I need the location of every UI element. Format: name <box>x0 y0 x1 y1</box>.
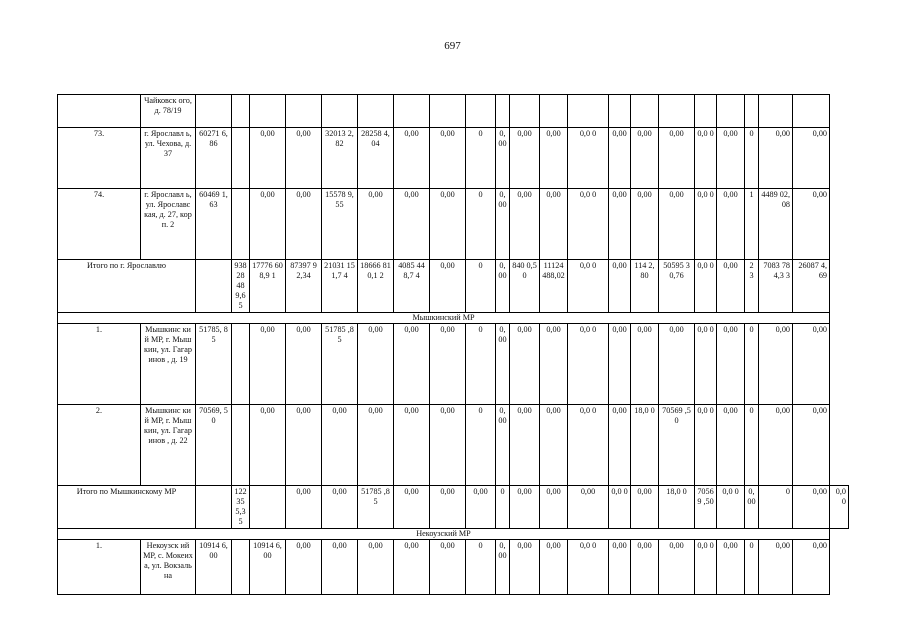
value-cell: 15578 9,55 <box>322 189 358 260</box>
value-cell: 0,00 <box>659 540 695 595</box>
value-cell: 4085 448,7 4 <box>394 260 430 313</box>
value-cell: 0,00 <box>358 540 394 595</box>
value-cell: 0,0 0 <box>568 540 609 595</box>
value-cell: 0 <box>745 540 759 595</box>
value-cell: 0,00 <box>250 128 286 189</box>
value-cell: 1 <box>745 189 759 260</box>
section-row <box>58 529 849 540</box>
address-cell: Некоузск ий МР, с. Мокеиха, ул. Вокзальна <box>141 540 196 595</box>
value-cell: 0,00 <box>717 128 745 189</box>
value-cell: 0,00 <box>759 540 793 595</box>
value-cell: 0,00 <box>286 486 322 529</box>
value-cell: 0,0 0 <box>695 405 717 486</box>
total-row <box>58 486 849 529</box>
value-cell: 0,00 <box>322 405 358 486</box>
value-cell: 0 <box>745 128 759 189</box>
value-cell: 0 <box>745 324 759 405</box>
value-cell: 21031 151,7 4 <box>322 260 358 313</box>
value-cell: 0,0 0 <box>568 324 609 405</box>
value-cell: 0,0 0 <box>568 128 609 189</box>
value-cell <box>232 324 250 405</box>
value-cell: 93828 489,65 <box>232 260 250 313</box>
value-cell: 0,00 <box>540 128 568 189</box>
value-cell: 0,00 <box>250 405 286 486</box>
value-cell: 0,00 <box>430 128 466 189</box>
value-cell: 0,00 <box>358 324 394 405</box>
value-cell: 0,00 <box>430 405 466 486</box>
value-cell: 0,00 <box>394 540 430 595</box>
value-cell: 51785 ,85 <box>358 486 394 529</box>
section-row <box>58 313 849 324</box>
value-cell: 0 <box>466 260 496 313</box>
value-cell: 0,00 <box>286 189 322 260</box>
value-cell: 0,00 <box>793 189 830 260</box>
value-cell: 0,00 <box>631 486 659 529</box>
total-label: Итого по г. Ярославлю <box>58 260 196 313</box>
value-cell: 0,00 <box>540 486 568 529</box>
value-cell: 0,00 <box>250 189 286 260</box>
value-cell: 12235 5,35 <box>232 486 250 529</box>
value-cell: 18,0 0 <box>631 405 659 486</box>
value-cell: 28258 4,04 <box>358 128 394 189</box>
row-number: 2. <box>58 405 141 486</box>
value-cell <box>232 128 250 189</box>
value-cell: 18666 810,1 2 <box>358 260 394 313</box>
value-cell: 0,00 <box>394 405 430 486</box>
value-cell: 0,00 <box>510 540 540 595</box>
row-number: 1. <box>58 540 141 595</box>
value-cell: 0,00 <box>496 405 510 486</box>
value-cell: 0,00 <box>430 189 466 260</box>
table-row <box>58 189 849 260</box>
value-cell: 70569 ,50 <box>695 486 717 529</box>
value-cell: 0,00 <box>759 128 793 189</box>
value-cell: 0,00 <box>250 324 286 405</box>
value-cell: 0,0 0 <box>695 189 717 260</box>
value-cell: 0,0 0 <box>568 189 609 260</box>
value-cell: 0,00 <box>759 405 793 486</box>
value-cell: 0,00 <box>358 189 394 260</box>
value-cell: 0,00 <box>286 324 322 405</box>
value-cell: 0,00 <box>430 486 466 529</box>
address-cell: Мышкинс кий МР, г. Мышкин, ул. Гагаринов , д. 19 <box>141 324 196 405</box>
value-cell: 0,00 <box>609 324 631 405</box>
page-number: 697 <box>444 40 461 52</box>
address-cell: г. Ярославл ь, ул. Ярославс кая, д. 27, корп. 2 <box>141 189 196 260</box>
value-cell: 0,0 0 <box>695 324 717 405</box>
value-cell: 0,00 <box>540 189 568 260</box>
value-cell: 0,00 <box>430 540 466 595</box>
value-cell: 0,00 <box>717 324 745 405</box>
value-cell: 0 <box>466 540 496 595</box>
value-cell: 0,00 <box>609 189 631 260</box>
value-cell: 0,00 <box>759 324 793 405</box>
value-cell: 70569, 50 <box>196 405 232 486</box>
value-cell: 840 0,50 <box>510 260 540 313</box>
value-cell: 0 <box>466 128 496 189</box>
value-cell: 60469 1,63 <box>196 189 232 260</box>
value-cell: 0,00 <box>540 405 568 486</box>
table-row <box>58 324 849 405</box>
total-row <box>58 260 849 313</box>
value-cell: 0,00 <box>717 540 745 595</box>
value-cell: 0,00 <box>510 486 540 529</box>
value-cell: 4489 02,08 <box>759 189 793 260</box>
value-cell: 0,00 <box>430 260 466 313</box>
value-cell: 60271 6,86 <box>196 128 232 189</box>
value-cell: 0,0 0 <box>568 405 609 486</box>
value-cell: 0,00 <box>496 189 510 260</box>
value-cell: 0,00 <box>631 128 659 189</box>
value-cell: 0,00 <box>394 324 430 405</box>
value-cell: 0,00 <box>510 324 540 405</box>
value-cell: 0,00 <box>793 486 830 529</box>
section-header: Некоузский МР <box>58 529 830 540</box>
table-row <box>58 405 849 486</box>
value-cell: 0,00 <box>793 324 830 405</box>
value-cell: 0,00 <box>322 486 358 529</box>
value-cell: 0,00 <box>286 128 322 189</box>
value-cell: 0,0 0 <box>695 260 717 313</box>
table-row <box>58 540 849 595</box>
value-cell: 2 3 <box>745 260 759 313</box>
section-header: Мышкинский МР <box>58 313 830 324</box>
value-cell <box>232 540 250 595</box>
value-cell: 0,00 <box>830 486 849 529</box>
value-cell: 0 <box>759 486 793 529</box>
value-cell: 0,00 <box>793 540 830 595</box>
value-cell: 0 <box>466 405 496 486</box>
value-cell: 0,00 <box>394 486 430 529</box>
value-cell: 0,0 0 <box>717 486 745 529</box>
value-cell: 0,00 <box>717 189 745 260</box>
value-cell: 51785 ,85 <box>322 324 358 405</box>
value-cell: 0,00 <box>631 189 659 260</box>
value-cell: 0,00 <box>631 324 659 405</box>
value-cell: 0,00 <box>510 128 540 189</box>
value-cell: 17776 608,9 1 <box>250 260 286 313</box>
value-cell: 32013 2,82 <box>322 128 358 189</box>
value-cell: 0 <box>466 189 496 260</box>
value-cell: 0,00 <box>631 540 659 595</box>
value-cell: 87397 92,34 <box>286 260 322 313</box>
value-cell: 0,00 <box>394 189 430 260</box>
value-cell <box>232 405 250 486</box>
value-cell: 0,0 0 <box>568 260 609 313</box>
value-cell: 18,0 0 <box>659 486 695 529</box>
value-cell: 0,0 0 <box>695 128 717 189</box>
value-cell: 0,00 <box>322 540 358 595</box>
value-cell: 0,00 <box>609 260 631 313</box>
value-cell: 51785, 85 <box>196 324 232 405</box>
value-cell: 0,0 0 <box>609 486 631 529</box>
address-cell: г. Ярославл ь, ул. Чехова, д. 37 <box>141 128 196 189</box>
value-cell: 0,00 <box>394 128 430 189</box>
value-cell: 0,00 <box>358 405 394 486</box>
value-cell: 0,00 <box>717 260 745 313</box>
value-cell: 0,00 <box>496 128 510 189</box>
value-cell: 0 <box>466 324 496 405</box>
table-row <box>58 128 849 189</box>
value-cell: 0,00 <box>430 324 466 405</box>
value-cell: 0,00 <box>568 486 609 529</box>
value-cell: 0,00 <box>286 405 322 486</box>
value-cell: 11124 488,02 <box>540 260 568 313</box>
value-cell: 10914 6,00 <box>250 540 286 595</box>
value-cell: 10914 6,00 <box>196 540 232 595</box>
value-cell: 70569 ,50 <box>659 405 695 486</box>
value-cell: 0,00 <box>540 324 568 405</box>
value-cell: 0,00 <box>609 540 631 595</box>
value-cell: 0 <box>745 405 759 486</box>
value-cell <box>232 189 250 260</box>
value-cell: 0,00 <box>510 189 540 260</box>
value-cell <box>250 486 286 529</box>
address-cell: Мышкинс кий МР, г. Мышкин, ул. Гагаринов , д. 22 <box>141 405 196 486</box>
value-cell: 0,00 <box>659 189 695 260</box>
value-cell: 0,00 <box>793 128 830 189</box>
value-cell: 0,00 <box>609 128 631 189</box>
value-cell: 0,00 <box>496 260 510 313</box>
value-cell: 0,00 <box>659 128 695 189</box>
value-cell: 0,00 <box>286 540 322 595</box>
total-label: Итого по Мышкинскому МР <box>58 486 196 529</box>
value-cell: 0,0 0 <box>695 540 717 595</box>
value-cell: 7083 784,3 3 <box>759 260 793 313</box>
value-cell: 0,00 <box>745 486 759 529</box>
value-cell: 0,00 <box>717 405 745 486</box>
value-cell: 0,00 <box>540 540 568 595</box>
empty-cell <box>196 260 232 313</box>
row-number: 73. <box>58 128 141 189</box>
address-cell: Чайковск ого, д. 78/19 <box>141 95 196 128</box>
row-number: 74. <box>58 189 141 260</box>
value-cell: 0,00 <box>496 540 510 595</box>
value-cell: 0,00 <box>793 405 830 486</box>
table-row <box>58 95 849 128</box>
value-cell: 0 <box>496 486 510 529</box>
empty-cell <box>196 486 232 529</box>
value-cell: 50595 30,76 <box>659 260 695 313</box>
value-cell: 0,00 <box>496 324 510 405</box>
value-cell: 0,00 <box>659 324 695 405</box>
row-number: 1. <box>58 324 141 405</box>
value-cell: 0,00 <box>466 486 496 529</box>
value-cell: 0,00 <box>609 405 631 486</box>
data-table <box>57 94 849 595</box>
value-cell: 0,00 <box>510 405 540 486</box>
value-cell: 26087 4,69 <box>793 260 830 313</box>
value-cell: 114 2,80 <box>631 260 659 313</box>
